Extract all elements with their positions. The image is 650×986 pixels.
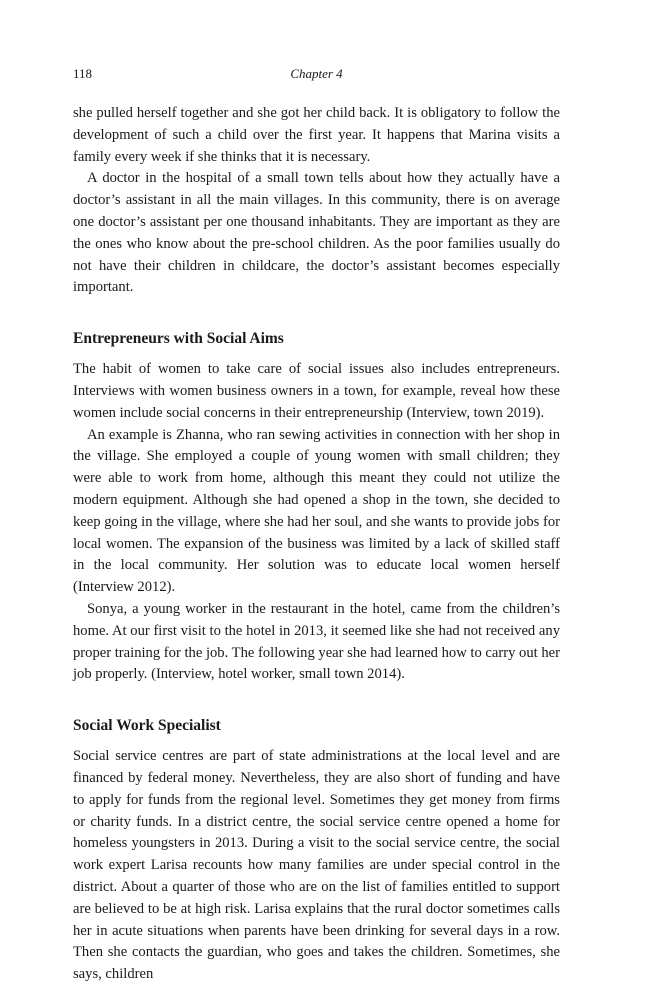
body-paragraph: The habit of women to take care of social issues also includes entrepreneurs. Interviews with women business owners in a town, for example, reveal how these women include social concerns in their entrepreneurship (Interview, town 2019). (73, 361, 560, 421)
section-heading-entrepreneurs: Entrepreneurs with Social Aims (73, 330, 284, 348)
body-paragraph: Sonya, a young worker in the restaurant in the hotel, came from the children’s home. At our first visit to the hotel in 2013, it seemed like she had not received any proper training for the job. The following year she had learned how to carry out her job properly. (Interview, hotel worker, small town 2014). (73, 600, 560, 683)
chapter-label: Chapter 4 (290, 66, 343, 81)
body-paragraph: An example is Zhanna, who ran sewing activities in connection with her shop in the village. She employed a couple of young women with small children; they were able to work from home, although this meant they could not utilize the modern equipment. Although she had opened a shop in the town, she decided to keep going in the village, where she had her soul, and she wants to provide jobs for local women. The expansion of the business was limited by a lack of skilled staff in the local community. Her solution was to educate local women herself (Interview 2012). (73, 426, 560, 596)
body-paragraph: she pulled herself together and she got her child back. It is obligatory to follow the development of such a child over the first year. It happens that Marina visits a family every week if she thinks that it is necessary. (73, 105, 560, 165)
section-heading-social-work: Social Work Specialist (73, 717, 221, 735)
body-paragraph: Social service centres are part of state administrations at the local level and are financed by federal money. Nevertheless, they are also short of funding and have to apply for funds from the regional level. Sometimes they get money from firms or charity funds. In a district centre, the social service centre opened a home for homeless youngsters in 2013. During a visit to the social service centre, the social work expert Larisa recounts how many families are under special control in the district. About a quarter of those who are on the list of families entitled to support are believed to be at high risk. Larisa explains that the rural doctor sometimes calls her in acute situations when parents have been drinking for several days in a row. Then she contacts the guardian, who goes and takes the children. Sometimes, she says, children (73, 748, 560, 983)
body-paragraph: A doctor in the hospital of a small town tells about how they actually have a doctor’s assistant in all the main villages. In this community, there is on average one doctor’s assistant per one thousand inhabitants. They are important as they are the ones who know about the pre-school children. As the poor families usually do not have their children in childcare, the doctor’s assistant becomes especially important. (73, 170, 560, 296)
page-number: 118 (73, 66, 93, 81)
running-head (73, 66, 560, 88)
book-page (73, 66, 560, 986)
